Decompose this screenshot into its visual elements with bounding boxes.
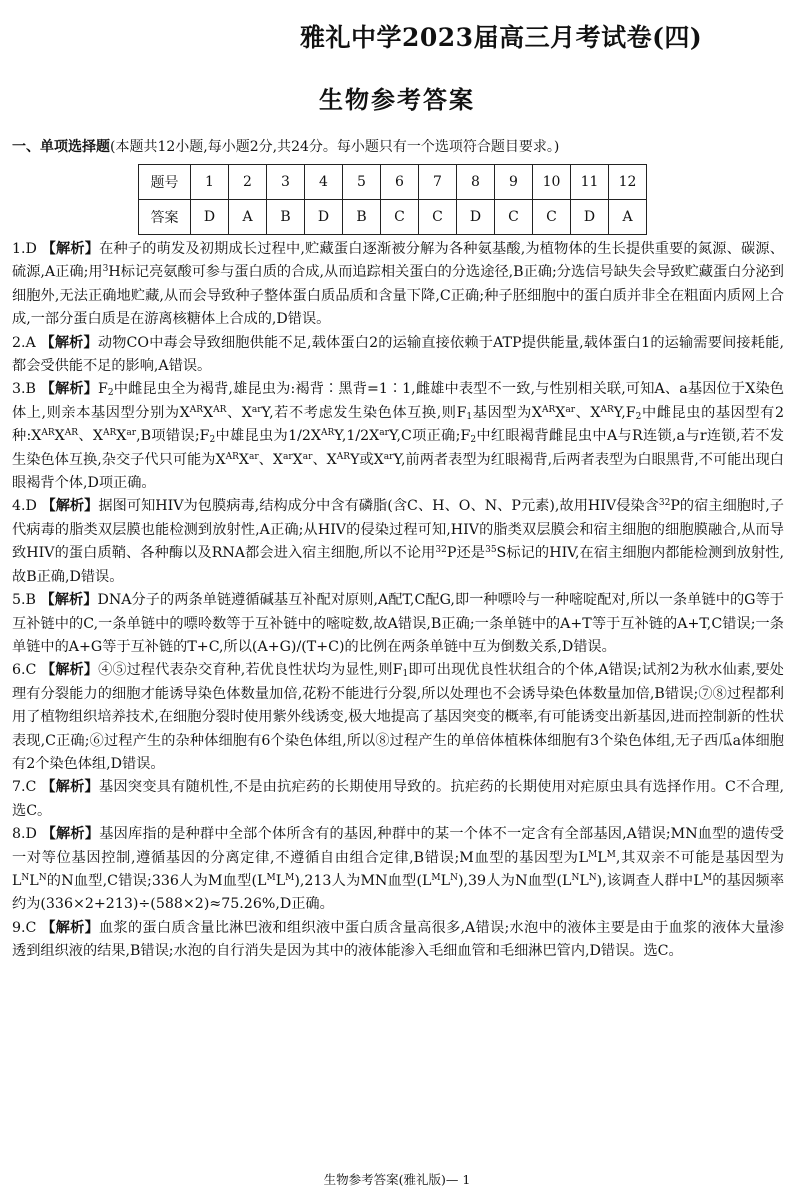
text: 、X (575, 404, 601, 421)
question-number: 8.D (12, 826, 37, 843)
superscript: M (431, 872, 441, 883)
superscript: ar (565, 404, 576, 415)
subscript: 2 (107, 388, 114, 399)
page-subtitle: 生物参考答案 (319, 85, 475, 114)
subscript: 1 (466, 411, 473, 422)
page-title: 雅礼中学2023届高三月考试卷(四) (300, 23, 703, 52)
analysis-tag: 【解析】 (41, 662, 99, 679)
text: X (238, 451, 249, 468)
superscript: N (571, 872, 580, 883)
text: Y,F (613, 404, 636, 421)
question-number-cell: 12 (609, 165, 647, 200)
explanation-8 (12, 823, 784, 917)
page-footer: 生物参考答案(雅礼版)— 1 (323, 1172, 471, 1187)
answer-cell: D (571, 200, 609, 235)
text: 血浆的蛋白质含量比淋巴液和组织液中蛋白质含量高很多,A错误;水泡中的液体主要是由于血浆的液体大量渗透到组织液的结果,B错误;水泡的自行消失是因为其中的液体能渗入毛细血管和毛细淋巴管内,D错误。选C。 (12, 919, 784, 960)
text: ,其双亲不可能是基因型为L (12, 849, 784, 889)
superscript: N (588, 872, 597, 883)
text: 中雌昆虫的基因型有2种:X (12, 404, 784, 445)
answer-cell: C (381, 200, 419, 235)
text: 动物CO中毒会导致细胞供能不足,载体蛋白2的运输直接依赖于ATP提供能量,载体蛋白1的运输需要间接耗能,都会受供能不足的影响,A错误。 (12, 334, 784, 375)
question-number: 4.D (12, 498, 37, 515)
superscript: ar (383, 451, 394, 462)
text: 基因库指的是种群中全部个体所含有的基因,种群中的某一个体不一定含有全部基因,A错误;MN血型的遗传受一对等位基因控制,遵循基因的分离定律,不遵循自由组合定律,B错误;M血型的基因型为L (12, 826, 784, 866)
answer-cell: C (495, 200, 533, 235)
superscript: M (606, 849, 616, 860)
explanation-9 (12, 917, 784, 964)
answer-cell: A (229, 200, 267, 235)
answer-cell: B (343, 200, 381, 235)
superscript: 32 (658, 498, 671, 509)
text: L (29, 872, 39, 889)
explanation-6 (12, 659, 784, 776)
question-number: 2.A (12, 334, 36, 351)
superscript: M (588, 849, 598, 860)
section-label: 一、单项选择题 (12, 139, 110, 155)
question-number: 3.B (12, 381, 36, 398)
text: 据图可知HIV为包膜病毒,结构成分中含有磷脂(含C、H、O、N、P元素),故用HIV侵染含 (98, 498, 659, 515)
superscript: AR (225, 451, 239, 462)
analysis-tag: 【解析】 (41, 779, 99, 796)
subscript: 2 (470, 435, 477, 446)
question-number-cell: 6 (381, 165, 419, 200)
question-number: 9.C (12, 919, 37, 936)
text: L (579, 872, 589, 889)
explanation-3 (12, 378, 784, 495)
question-number-cell: 9 (495, 165, 533, 200)
subscript: 1 (402, 669, 409, 680)
text: X (54, 428, 65, 445)
analysis-tag: 【解析】 (40, 334, 98, 351)
superscript: AR (213, 404, 227, 415)
question-number-cell: 3 (267, 165, 305, 200)
superscript: N (450, 872, 458, 883)
superscript: AR (189, 404, 204, 415)
explanation-5 (12, 589, 784, 659)
superscript: AR (336, 451, 351, 462)
analysis-tag: 【解析】 (41, 241, 100, 257)
superscript: ar (248, 451, 259, 462)
superscript: N (21, 872, 30, 883)
question-number-cell: 5 (343, 165, 381, 200)
answer-cell: D (191, 200, 229, 235)
text: P的宿主细胞时,子代病毒的脂类双层膜也能检测到放射性,A正确;从HIV的侵染过程可知,HIV的脂类双层膜会和宿主细胞的细胞膜融合,从而导致HIV的蛋白质鞘、各种酶以及RNA都会进入宿主细胞,所以不论用 (12, 498, 784, 562)
superscript: 35 (485, 545, 497, 556)
section-note: (本题共12小题,每小题2分,共24分。每小题只有一个选项符合题目要求。) (110, 139, 560, 155)
superscript: AR (103, 428, 117, 439)
text: L (275, 872, 286, 889)
answer-cell: D (305, 200, 343, 235)
superscript: M (266, 872, 276, 883)
question-number-cell: 11 (571, 165, 609, 200)
text: ),39人为N血型(L (457, 872, 572, 889)
text: ),该调查人群中L (596, 872, 703, 889)
subscript: 2 (209, 435, 216, 446)
superscript: N (38, 872, 47, 883)
superscript: M (285, 872, 295, 883)
question-number: 6.C (12, 662, 37, 679)
text: Y,1/2X (334, 428, 380, 445)
text: F (98, 381, 108, 398)
question-number-cell: 10 (533, 165, 571, 200)
table-header-cell: 答案 (139, 200, 191, 235)
explanation-4 (12, 495, 784, 589)
text: Y或X (350, 451, 384, 468)
text: X (116, 428, 127, 445)
analysis-tag: 【解析】 (40, 592, 98, 609)
explanation-7 (12, 776, 784, 823)
text: 中雄昆虫为1/2X (215, 428, 321, 445)
answer-cell: D (457, 200, 495, 235)
text: 中红眼褐背雌昆虫中A与R连锁,a与r连锁,若不发生染色体互换,杂交子代只可能为X (12, 428, 784, 468)
question-number-cell: 7 (419, 165, 457, 200)
superscript: 32 (435, 545, 447, 556)
table-row (139, 200, 647, 235)
text: 中雌昆虫全为褐背,雄昆虫为:褐背∶黑背=1∶1,雌雄中表型不一致,与性别相关联,可知A、a基因位于X染色体上,则亲本基因型分别为X (12, 381, 784, 421)
text: X (555, 404, 566, 421)
answer-table (138, 164, 647, 235)
question-number: 7.C (12, 779, 37, 796)
table-row (139, 165, 647, 200)
question-number-cell: 8 (457, 165, 495, 200)
superscript: AR (541, 404, 556, 415)
text: ④⑤过程代表杂交育种,若优良性状均为显性,则F (98, 662, 403, 679)
superscript: M (702, 872, 712, 883)
superscript: ar (251, 404, 262, 415)
text: 的N血型,C错误;336人为M血型(L (46, 872, 267, 889)
superscript: ar (379, 428, 389, 439)
table-header-cell: 题号 (139, 165, 191, 200)
superscript: AR (41, 428, 55, 439)
superscript: 3 (102, 264, 109, 275)
analysis-tag: 【解析】 (41, 919, 100, 936)
text: X (292, 451, 303, 468)
text: L (597, 849, 607, 866)
text: S标记的HIV,在宿主细胞内都能检测到放射性,故B正确,D错误。 (12, 545, 785, 585)
analysis-tag: 【解析】 (41, 826, 100, 843)
analysis-tag: 【解析】 (40, 381, 98, 398)
superscript: AR (64, 428, 79, 439)
text: 基因型为X (472, 404, 542, 421)
explanations (12, 238, 784, 964)
answer-cell: B (267, 200, 305, 235)
text: 、X (258, 451, 283, 468)
explanation-2 (12, 332, 784, 379)
answer-cell: A (609, 200, 647, 235)
text: X (203, 404, 214, 421)
section-heading (12, 136, 559, 156)
superscript: ar (126, 428, 137, 439)
text: 在种子的萌发及初期成长过程中,贮藏蛋白逐渐被分解为各种氨基酸,为植物体的生长提供重要的氮源、碳源、硫源,A正确;用 (12, 241, 784, 281)
text: Y,C项正确;F (388, 428, 471, 445)
superscript: AR (600, 404, 614, 415)
text: Y,前两者表型为红眼褐背,后两者表型为白眼黑背,不可能出现白眼褐背个体,D项正确。 (12, 451, 784, 492)
answer-cell: C (419, 200, 457, 235)
question-number-cell: 2 (229, 165, 267, 200)
text: DNA分子的两条单链遵循碱基互补配对原则,A配T,C配G,即一种嘌呤与一种嘧啶配对,所以一条单链中的G等于互补链中的C,一条单链中的嘌呤数等于互补链中的嘧啶数,故A错误,B正确;一条单链中的A+T等于互补链的A+T,C错误;一条单链中的A+G等于互补链的T+C,所以(A+G)/(T+C)的比例在两条单链中互为倒数关系,D错误。 (12, 592, 784, 655)
text: H标记亮氨酸可参与蛋白质的合成,从而追踪相关蛋白的分选途径,B正确;分选信号缺失会导致贮藏蛋白分泌到细胞外,无法正确地贮藏,从而会导致种子整体蛋白质品质和含量下降,C正确;种子胚细胞中的蛋白质并非全在粗面内质网上合成,一部分蛋白质是在游离核糖体上合成的,D错误。 (12, 264, 784, 328)
question-number-cell: 1 (191, 165, 229, 200)
text: P还是 (446, 545, 486, 562)
text: 的基因频率约为(336×2+213)÷(588×2)≈75.26%,D正确。 (12, 872, 785, 913)
text: ,B项错误;F (136, 428, 210, 445)
text: Y,若不考虑发生染色体互换,则F (261, 404, 467, 421)
text: ),213人为MN血型(L (294, 872, 432, 889)
superscript: AR (321, 428, 335, 439)
question-number: 5.B (12, 592, 36, 609)
question-number: 1.D (12, 241, 37, 257)
explanation-1 (12, 238, 784, 332)
text: 、X (78, 428, 103, 445)
superscript: ar (302, 451, 313, 462)
text: L (440, 872, 451, 889)
superscript: ar (282, 451, 293, 462)
text: 基因突变具有随机性,不是由抗疟药的长期使用导致的。抗疟药的长期使用对疟原虫具有选择作用。C不合理,选C。 (12, 779, 784, 819)
text: 即可出现优良性状组合的个体,A错误;试剂2为秋水仙素,要处理有分裂能力的细胞才能诱导染色体数量加倍,花粉不能进行分裂,所以处理也不会诱导染色体数量加倍,B错误;⑦⑧过程都利用了植物组织培养技术,在细胞分裂时使用紫外线诱变,极大地提高了基因突变的概率,有可能诱变出新基因,进而控制新的性状表现,C正确;⑥过程产生的杂种体细胞有6个染色体组,所以⑧过程产生的单倍体植株体细胞有3个染色体组,无子西瓜a体细胞有2个染色体组,D错误。 (12, 662, 784, 772)
question-number-cell: 4 (305, 165, 343, 200)
text: 、X (226, 404, 252, 421)
analysis-tag: 【解析】 (41, 498, 99, 515)
answer-cell: C (533, 200, 571, 235)
text: 、X (312, 451, 337, 468)
subscript: 2 (635, 411, 642, 422)
